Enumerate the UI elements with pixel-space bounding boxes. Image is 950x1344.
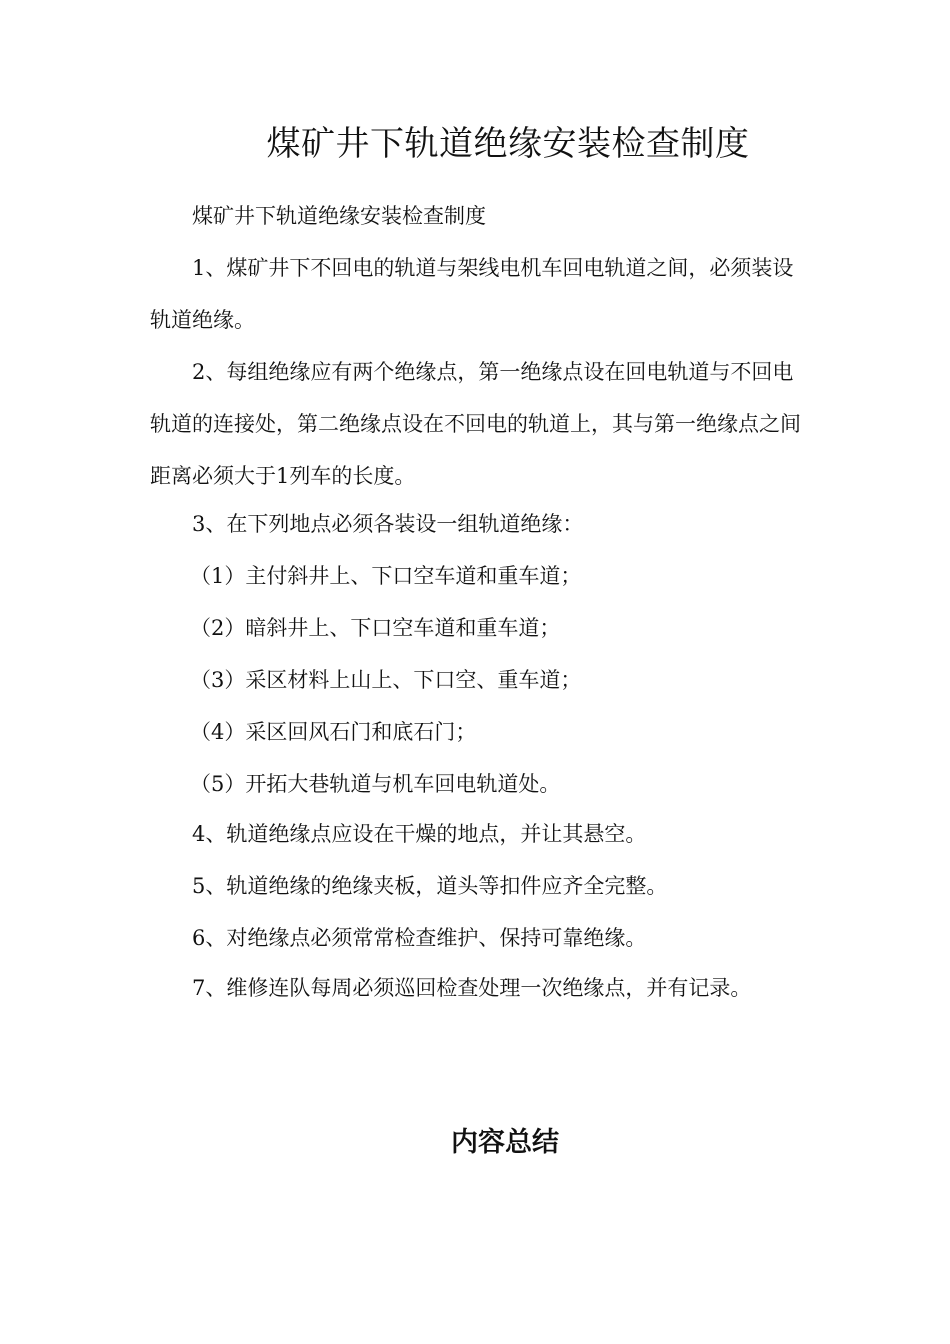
- rule-item-5: 5、轨道绝缘的绝缘夹板，道头等扣件应齐全完整。: [192, 874, 668, 898]
- rule-item-2: 2、每组绝缘应有两个绝缘点，第一绝缘点设在回电轨道与不回电轨道的连接处，第二绝缘点设在不回电的轨道上，其与第一绝缘点之间距离必须大于1列车的长度。: [150, 360, 801, 488]
- location-item-3: （3）采区材料上山上、下口空、重车道；: [190, 668, 582, 692]
- document-title: 煤矿井下轨道绝缘安装检查制度: [266, 124, 750, 164]
- location-item-5: （5）开拓大巷轨道与机车回电轨道处。: [190, 772, 561, 796]
- rule-item-4: 4、轨道绝缘点应设在干燥的地点，并让其悬空。: [192, 822, 647, 846]
- summary-heading: 内容总结: [451, 1127, 559, 1158]
- rule-item-6: 6、对绝缘点必须常常检查维护、保持可靠绝缘。: [192, 926, 647, 950]
- subtitle-paragraph: 煤矿井下轨道绝缘安装检查制度: [192, 204, 486, 228]
- rule-item-7: 7、维修连队每周必须巡回检查处理一次绝缘点，并有记录。: [192, 976, 752, 1000]
- rule-item-3: 3、在下列地点必须各装设一组轨道绝缘：: [192, 512, 584, 536]
- location-item-1: （1）主付斜井上、下口空车道和重车道；: [190, 564, 582, 588]
- location-item-2: （2）暗斜井上、下口空车道和重车道；: [190, 616, 561, 640]
- rule-item-1: 1、煤矿井下不回电的轨道与架线电机车回电轨道之间，必须装设轨道绝缘。: [150, 256, 794, 332]
- location-item-4: （4）采区回风石门和底石门；: [190, 720, 477, 744]
